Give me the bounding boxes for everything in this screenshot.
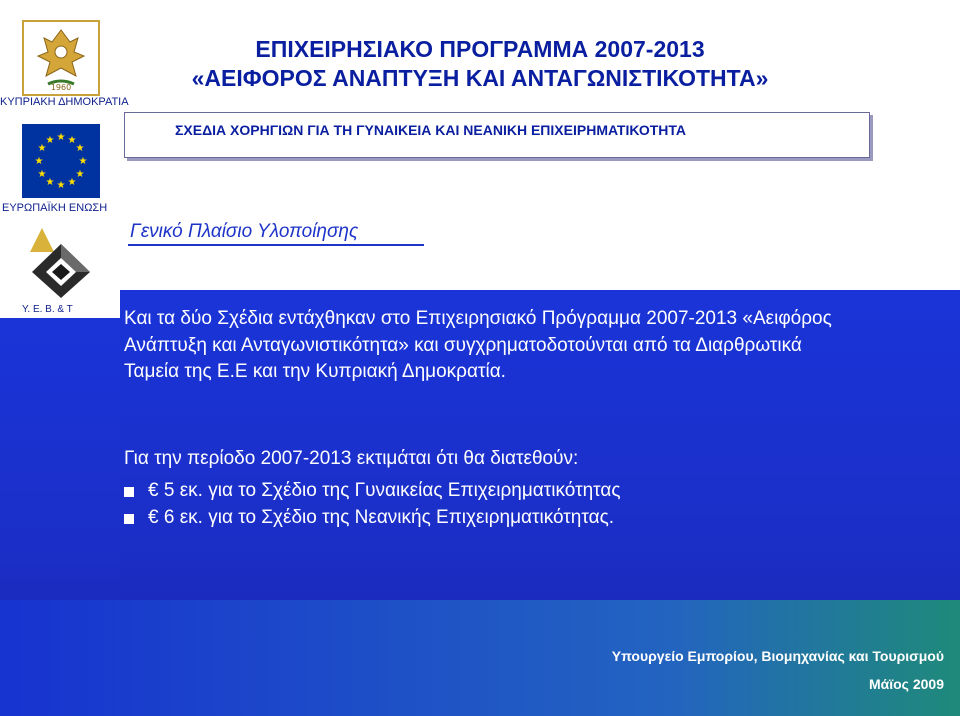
section-heading-underline [128,244,424,246]
bullet-icon [124,487,134,497]
list-item-text: € 5 εκ. για το Σχέδιο της Γυναικείας Επιχειρηματικότητας [148,480,621,501]
svg-text:★: ★ [37,169,47,180]
section-heading: Γενικό Πλαίσιο Υλοποίησης [130,221,359,242]
logo-sidebar [0,0,129,318]
svg-text:★: ★ [37,143,47,154]
funding-paragraph: Για την περίοδο 2007-2013 εκτιμάται ότι θα διατεθούν: [124,448,579,469]
svg-text:★: ★ [34,156,44,167]
scheme-banner [124,112,870,158]
svg-text:★: ★ [75,169,85,180]
eu-flag-icon [22,124,100,198]
ministry-logo-icon [24,224,98,300]
svg-text:★: ★ [67,135,77,146]
footer-ministry-name: Υπουργείο Εμπορίου, Βιομηχανίας και Τουρισμού [611,648,944,664]
ministry-logo-label: Υ. Ε. Β. & Τ [22,304,73,315]
svg-text:★: ★ [45,177,55,188]
cyprus-emblem-icon [22,20,100,96]
bullet-icon [124,514,134,524]
eu-label: ΕΥΡΩΠΑΪΚΗ ΕΝΩΣΗ [2,202,108,214]
program-subtitle: «ΑΕΙΦΟΡΟΣ ΑΝΑΠΤΥΞΗ ΚΑΙ ΑΝΤΑΓΩΝΙΣΤΙΚΟΤΗΤΑ» [191,65,769,91]
svg-text:★: ★ [78,156,88,167]
footer-date: Μάϊος 2009 [868,676,944,692]
svg-text:★: ★ [56,180,66,191]
svg-text:★: ★ [45,135,55,146]
list-item-text: € 6 εκ. για το Σχέδιο της Νεανικής Επιχειρηματικότητας. [148,507,615,528]
scheme-banner-text: ΣΧΕΔΙΑ ΧΟΡΗΓΙΩΝ ΓΙΑ ΤΗ ΓΥΝΑΙΚΕΙΑ ΚΑΙ ΝΕΑΝΙΚΗ ΕΠΙΧΕΙΡΗΜΑΤΙΚΟΤΗΤΑ [175,122,687,138]
svg-text:★: ★ [56,132,66,143]
svg-text:1960: 1960 [50,83,72,92]
program-title: ΕΠΙΧΕΙΡΗΣΙΑΚΟ ΠΡΟΓΡΑΜΜΑ 2007-2013 [255,36,705,62]
cyprus-republic-label: ΚΥΠΡΙΑΚΗ ΔΗΜΟΚΡΑΤΙΑ [0,96,129,108]
svg-text:★: ★ [75,143,85,154]
svg-text:★: ★ [67,177,77,188]
intro-paragraph: Και τα δύο Σχέδια εντάχθηκαν στο Επιχειρησιακό Πρόγραμμα 2007-2013 «Αειφόρος Ανάπτυξη και Ανταγωνιστικότητα» και συγχρηματοδοτούνται από τα Διαρθρωτικά Ταμεία της Ε.Ε και την Κυπριακή Δημοκρατία. [124,308,832,382]
